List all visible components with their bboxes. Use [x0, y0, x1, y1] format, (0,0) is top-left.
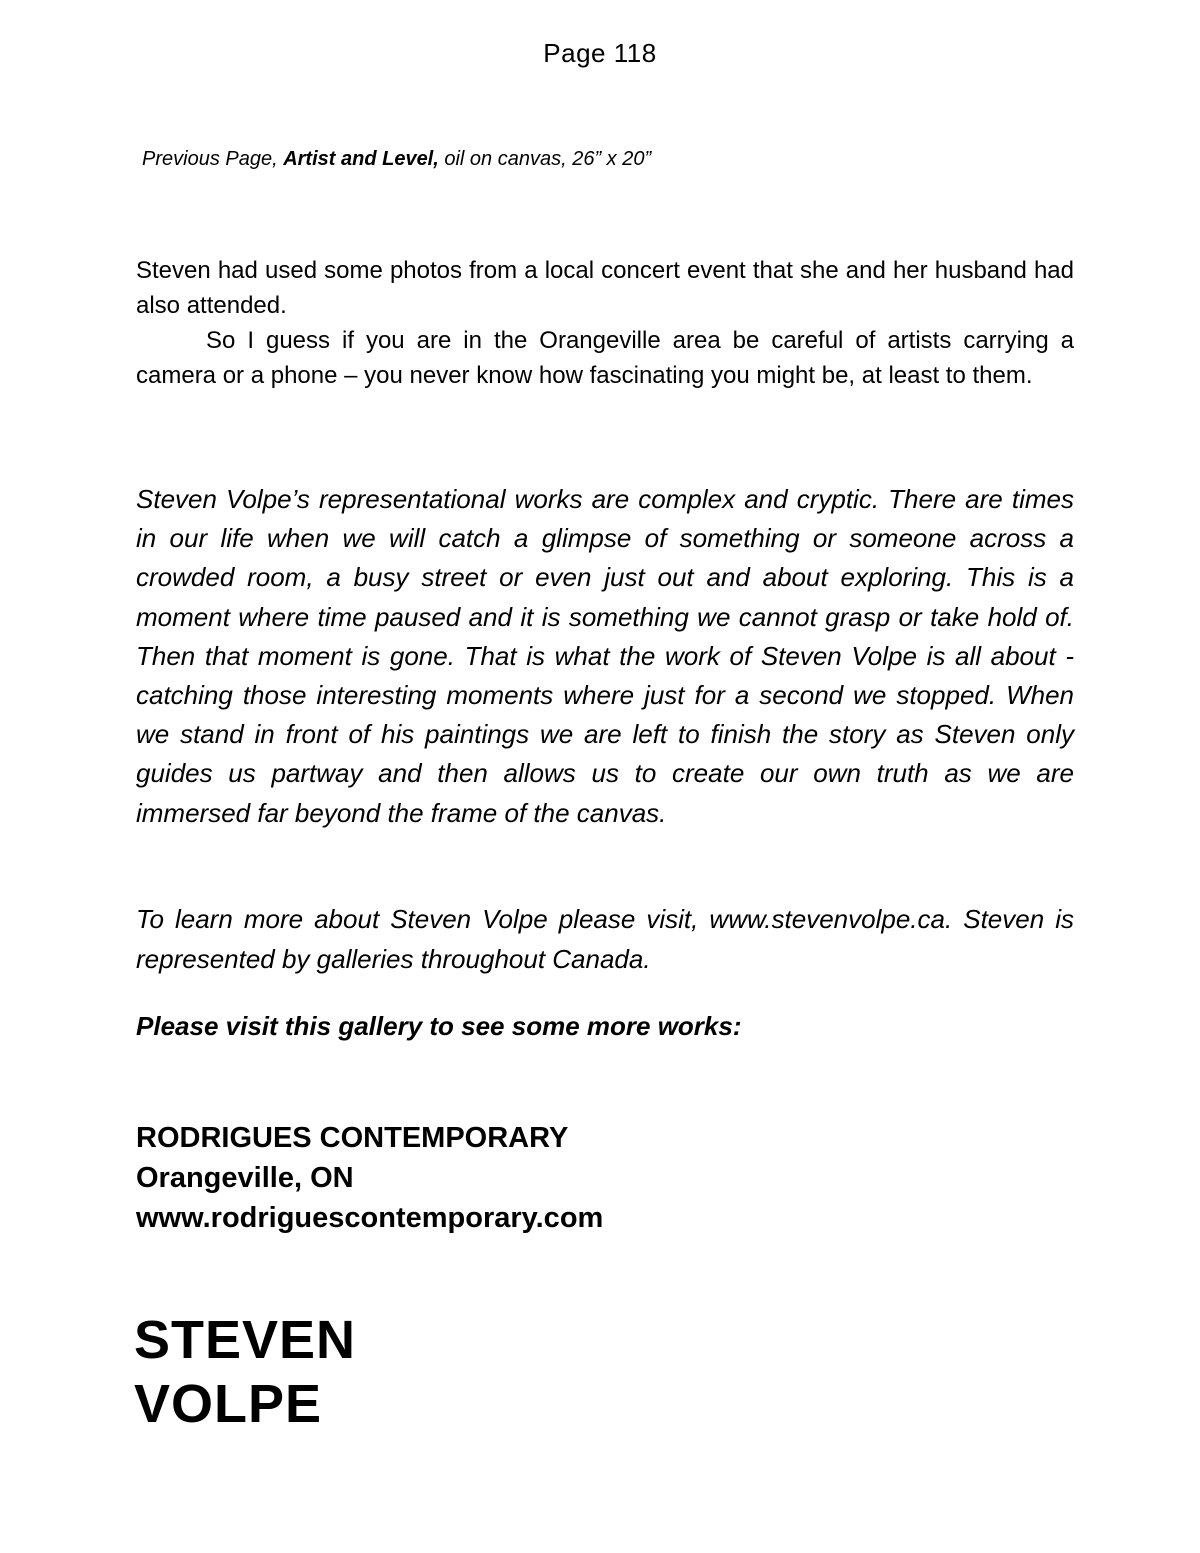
artist-statement-paragraph: Steven Volpe’s representational works are complex and cryptic. There are times in our life when we will catch a glimpse of something or someone across a crowded room, a busy street or even just out and about exploring. This is a moment where time paused and it is something we cannot grasp or take hold of. Then that moment is gone. That is what the work of Steven Volpe is all about - catching those interesting moments where just for a second we stopped. When we stand in front of his paintings we are left to finish the story as Steven only guides us partway and then allows us to create our own truth as we are immersed far beyond the frame of the canvas. — [136, 484, 1074, 828]
caption-artwork-title: Artist and Level, — [283, 148, 439, 170]
gallery-website: www.rodriguescontemporary.com — [136, 1202, 604, 1234]
page-number: Page 118 — [543, 38, 657, 68]
story-paragraph — [136, 253, 1074, 393]
image-caption — [142, 148, 1042, 171]
artist-first-name: STEVEN — [134, 1310, 357, 1370]
caption-details: oil on canvas, 26” x 20” — [438, 148, 652, 170]
gallery-name: RODRIGUES CONTEMPORARY — [136, 1122, 569, 1154]
gallery-location: Orangeville, ON — [136, 1162, 354, 1194]
artist-last-name: VOLPE — [134, 1374, 323, 1434]
paragraph-orangeville-warning: So I guess if you are in the Orangeville area be careful of artists carrying a camera or a phone – you never know how fascinating you might be, at least to them. — [136, 327, 1074, 389]
gallery-info — [136, 1118, 1036, 1238]
visit-gallery-prompt: Please visit this gallery to see some more works: — [136, 1011, 742, 1041]
artist-name-heading — [134, 1308, 734, 1436]
paragraph-concert-photos: Steven had used some photos from a local concert event that she and her husband had also attended. — [136, 257, 1074, 319]
caption-prefix: Previous Page, — [142, 148, 284, 170]
learn-more-paragraph: To learn more about Steven Volpe please visit, www.stevenvolpe.ca. Steven is represented by galleries throughout Canada. — [136, 904, 1074, 974]
